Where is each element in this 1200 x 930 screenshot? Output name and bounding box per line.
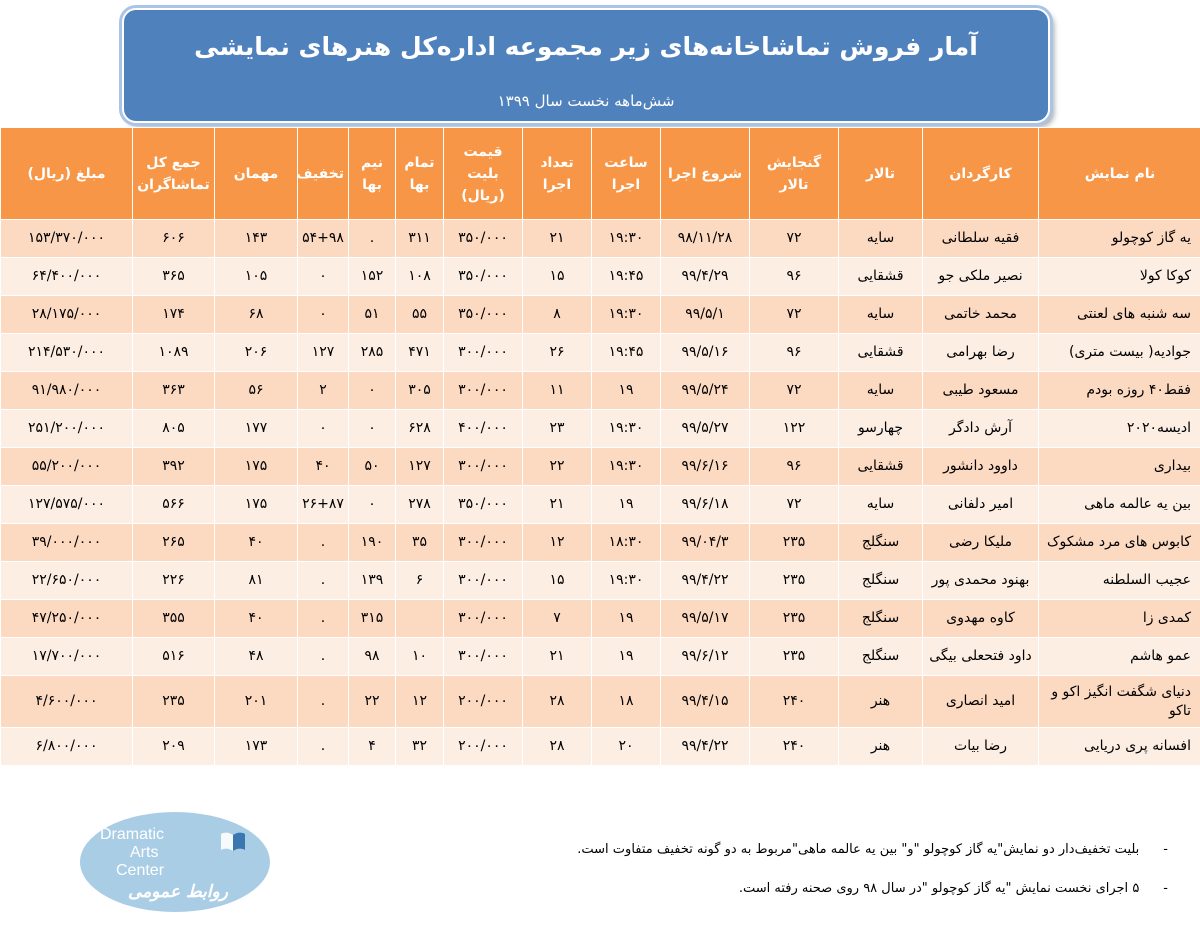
header-full-price: تمام بها <box>396 128 444 220</box>
table-row <box>1 676 1200 728</box>
cell-guest: ۴۸ <box>215 638 298 676</box>
logo-line-3: Center <box>116 862 165 879</box>
cell-full-price: ۶ <box>396 562 444 600</box>
cell-guest: ۱۷۵ <box>215 486 298 524</box>
cell-guest: ۱۷۷ <box>215 410 298 448</box>
cell-show-time: ۱۹ <box>592 486 661 524</box>
cell-half-price: ۱۵۲ <box>349 258 396 296</box>
cell-show-name: کمدی زا <box>1039 600 1200 638</box>
cell-show-time: ۱۹:۳۰ <box>592 220 661 258</box>
cell-show-time: ۱۹:۴۵ <box>592 258 661 296</box>
cell-director: ملیکا رضی <box>923 524 1039 562</box>
cell-hall: سنگلج <box>839 524 923 562</box>
cell-ticket-price: ۳۰۰/۰۰۰ <box>444 524 523 562</box>
cell-hall: سنگلج <box>839 600 923 638</box>
cell-discount: . <box>298 638 349 676</box>
cell-director: محمد خاتمی <box>923 296 1039 334</box>
cell-capacity: ۲۳۵ <box>750 524 839 562</box>
cell-half-price: ۲۸۵ <box>349 334 396 372</box>
cell-guest: ۱۷۵ <box>215 448 298 486</box>
book-icon <box>220 830 246 856</box>
cell-half-price: ۱۳۹ <box>349 562 396 600</box>
cell-half-price: ۰ <box>349 486 396 524</box>
cell-performances: ۱۵ <box>523 562 592 600</box>
cell-ticket-price: ۳۰۰/۰۰۰ <box>444 448 523 486</box>
cell-director: رضا بیات <box>923 728 1039 766</box>
cell-amount: ۲۲/۶۵۰/۰۰۰ <box>1 562 133 600</box>
cell-full-price: ۱۰ <box>396 638 444 676</box>
cell-capacity: ۹۶ <box>750 334 839 372</box>
header-capacity: گنجایش تالار <box>750 128 839 220</box>
header-director: کارگردان <box>923 128 1039 220</box>
logo-line-4: روابط عمومی <box>128 882 228 902</box>
table-row <box>1 524 1200 562</box>
cell-amount: ۴۷/۲۵۰/۰۰۰ <box>1 600 133 638</box>
cell-show-time: ۱۸:۳۰ <box>592 524 661 562</box>
cell-ticket-price: ۲۰۰/۰۰۰ <box>444 728 523 766</box>
cell-total-audience: ۵۶۶ <box>133 486 215 524</box>
cell-total-audience: ۶۰۶ <box>133 220 215 258</box>
cell-performances: ۱۱ <box>523 372 592 410</box>
cell-half-price: ۰ <box>349 410 396 448</box>
cell-ticket-price: ۳۰۰/۰۰۰ <box>444 334 523 372</box>
cell-ticket-price: ۳۵۰/۰۰۰ <box>444 486 523 524</box>
cell-capacity: ۲۳۵ <box>750 562 839 600</box>
logo-line-2: Arts <box>130 844 159 861</box>
cell-show-name: دنیای شگفت انگیز اکو و تاکو <box>1039 676 1200 728</box>
cell-ticket-price: ۳۵۰/۰۰۰ <box>444 258 523 296</box>
cell-performances: ۲۶ <box>523 334 592 372</box>
table-row <box>1 410 1200 448</box>
header-discount: تخفیف <box>298 128 349 220</box>
table-row <box>1 728 1200 766</box>
cell-director: آرش دادگر <box>923 410 1039 448</box>
table-row <box>1 334 1200 372</box>
cell-discount: ۰ <box>298 410 349 448</box>
cell-full-price: ۱۲ <box>396 676 444 728</box>
cell-show-name: ادیسه۲۰۲۰ <box>1039 410 1200 448</box>
table-row <box>1 448 1200 486</box>
cell-total-audience: ۱۰۸۹ <box>133 334 215 372</box>
cell-start-date: ۹۹/۵/۱۶ <box>661 334 750 372</box>
cell-hall: سایه <box>839 486 923 524</box>
header-start-date: شروع اجرا <box>661 128 750 220</box>
header-ticket-price: قیمت بلیت (ریال) <box>444 128 523 220</box>
cell-guest: ۸۱ <box>215 562 298 600</box>
cell-full-price: ۶۲۸ <box>396 410 444 448</box>
cell-discount: . <box>298 524 349 562</box>
logo-line-1: Dramatic <box>100 826 165 843</box>
header-show-name: نام نمایش <box>1039 128 1200 220</box>
cell-director: رضا بهرامی <box>923 334 1039 372</box>
cell-show-name: عمو هاشم <box>1039 638 1200 676</box>
cell-half-price: ۴ <box>349 728 396 766</box>
cell-hall: سایه <box>839 372 923 410</box>
cell-performances: ۲۸ <box>523 676 592 728</box>
cell-total-audience: ۸۰۵ <box>133 410 215 448</box>
cell-discount: . <box>298 562 349 600</box>
cell-amount: ۶/۸۰۰/۰۰۰ <box>1 728 133 766</box>
cell-full-price <box>396 600 444 638</box>
cell-director: بهنود محمدی پور <box>923 562 1039 600</box>
cell-full-price: ۱۲۷ <box>396 448 444 486</box>
cell-amount: ۲۸/۱۷۵/۰۰۰ <box>1 296 133 334</box>
cell-discount: . <box>298 676 349 728</box>
cell-half-price: ۱۹۰ <box>349 524 396 562</box>
table-header-row <box>1 128 1200 220</box>
cell-guest: ۲۰۱ <box>215 676 298 728</box>
cell-performances: ۲۳ <box>523 410 592 448</box>
cell-ticket-price: ۳۰۰/۰۰۰ <box>444 562 523 600</box>
cell-capacity: ۷۲ <box>750 296 839 334</box>
cell-hall: قشقایی <box>839 448 923 486</box>
cell-capacity: ۲۳۵ <box>750 638 839 676</box>
cell-discount: ۲۶+۸۷ <box>298 486 349 524</box>
cell-full-price: ۳۱۱ <box>396 220 444 258</box>
cell-full-price: ۵۵ <box>396 296 444 334</box>
cell-guest: ۴۰ <box>215 600 298 638</box>
cell-hall: قشقایی <box>839 334 923 372</box>
header-guest: مهمان <box>215 128 298 220</box>
cell-start-date: ۹۹/۴/۲۲ <box>661 728 750 766</box>
table-row <box>1 372 1200 410</box>
cell-show-time: ۱۹:۴۵ <box>592 334 661 372</box>
cell-amount: ۱۲۷/۵۷۵/۰۰۰ <box>1 486 133 524</box>
cell-guest: ۲۰۶ <box>215 334 298 372</box>
cell-show-name: کوکا کولا <box>1039 258 1200 296</box>
cell-half-price: ۵۱ <box>349 296 396 334</box>
cell-show-name: افسانه پری دریایی <box>1039 728 1200 766</box>
cell-full-price: ۳۰۵ <box>396 372 444 410</box>
cell-amount: ۴/۶۰۰/۰۰۰ <box>1 676 133 728</box>
cell-capacity: ۷۲ <box>750 372 839 410</box>
cell-performances: ۱۲ <box>523 524 592 562</box>
footnote-1-text: بلیت تخفیف‌دار دو نمایش"یه گاز کوچولو "و" بین یه عالمه ماهی"مربوط به دو گونه تخفیف متفاوت است. <box>577 842 1140 857</box>
header-total-audience: جمع کل تماشاگران <box>133 128 215 220</box>
cell-start-date: ۹۹/۶/۱۲ <box>661 638 750 676</box>
cell-discount: ۱۲۷ <box>298 334 349 372</box>
cell-hall: سنگلج <box>839 638 923 676</box>
cell-guest: ۵۶ <box>215 372 298 410</box>
cell-hall: هنر <box>839 676 923 728</box>
cell-total-audience: ۲۶۵ <box>133 524 215 562</box>
table-row <box>1 562 1200 600</box>
cell-performances: ۲۱ <box>523 486 592 524</box>
cell-start-date: ۹۹/۵/۲۷ <box>661 410 750 448</box>
cell-performances: ۸ <box>523 296 592 334</box>
cell-full-price: ۲۷۸ <box>396 486 444 524</box>
header-performances: تعداد اجرا <box>523 128 592 220</box>
header-amount: مبلغ (ریال) <box>1 128 133 220</box>
cell-full-price: ۱۰۸ <box>396 258 444 296</box>
cell-half-price: ۳۱۵ <box>349 600 396 638</box>
cell-capacity: ۲۳۵ <box>750 600 839 638</box>
cell-start-date: ۹۸/۱۱/۲۸ <box>661 220 750 258</box>
cell-show-time: ۱۸ <box>592 676 661 728</box>
cell-performances: ۲۱ <box>523 220 592 258</box>
cell-start-date: ۹۹/۶/۱۸ <box>661 486 750 524</box>
cell-show-time: ۱۹ <box>592 372 661 410</box>
cell-discount: ۵۴+۹۸ <box>298 220 349 258</box>
cell-hall: سایه <box>839 220 923 258</box>
cell-start-date: ۹۹/۵/۱۷ <box>661 600 750 638</box>
footnote-1-marker: - <box>1163 842 1168 857</box>
cell-show-time: ۱۹:۳۰ <box>592 410 661 448</box>
cell-capacity: ۷۲ <box>750 486 839 524</box>
cell-full-price: ۳۵ <box>396 524 444 562</box>
cell-show-time: ۱۹:۳۰ <box>592 448 661 486</box>
cell-total-audience: ۱۷۴ <box>133 296 215 334</box>
cell-capacity: ۲۴۰ <box>750 728 839 766</box>
cell-show-name: بین یه عالمه ماهی <box>1039 486 1200 524</box>
cell-show-time: ۱۹:۳۰ <box>592 562 661 600</box>
cell-show-time: ۲۰ <box>592 728 661 766</box>
table-row <box>1 220 1200 258</box>
cell-director: کاوه مهدوی <box>923 600 1039 638</box>
table-row <box>1 486 1200 524</box>
cell-hall: چهارسو <box>839 410 923 448</box>
cell-amount: ۲۵۱/۲۰۰/۰۰۰ <box>1 410 133 448</box>
title-banner <box>122 8 1050 123</box>
cell-half-price: ۰ <box>349 372 396 410</box>
cell-total-audience: ۲۲۶ <box>133 562 215 600</box>
cell-start-date: ۹۹/۴/۲۲ <box>661 562 750 600</box>
page-title: آمار فروش تماشاخانه‌های زیر مجموعه اداره‌کل هنرهای نمایشی <box>194 32 978 61</box>
cell-guest: ۱۰۵ <box>215 258 298 296</box>
cell-show-time: ۱۹ <box>592 600 661 638</box>
cell-guest: ۱۷۳ <box>215 728 298 766</box>
header-hall: تالار <box>839 128 923 220</box>
cell-amount: ۱۷/۷۰۰/۰۰۰ <box>1 638 133 676</box>
footnote-2 <box>739 881 1168 896</box>
footnote-2-text: ۵ اجرای نخست نمایش "یه گاز کوچولو "در سال ۹۸ روی صحنه رفته است. <box>738 881 1140 896</box>
cell-show-time: ۱۹:۳۰ <box>592 296 661 334</box>
cell-total-audience: ۲۳۵ <box>133 676 215 728</box>
cell-discount: ۰ <box>298 296 349 334</box>
cell-discount: . <box>298 600 349 638</box>
cell-director: امید انصاری <box>923 676 1039 728</box>
cell-total-audience: ۲۰۹ <box>133 728 215 766</box>
cell-amount: ۲۱۴/۵۳۰/۰۰۰ <box>1 334 133 372</box>
cell-full-price: ۳۲ <box>396 728 444 766</box>
cell-start-date: ۹۹/۵/۲۴ <box>661 372 750 410</box>
cell-capacity: ۱۲۲ <box>750 410 839 448</box>
cell-amount: ۱۵۳/۳۷۰/۰۰۰ <box>1 220 133 258</box>
cell-half-price: . <box>349 220 396 258</box>
cell-total-audience: ۳۵۵ <box>133 600 215 638</box>
cell-ticket-price: ۲۰۰/۰۰۰ <box>444 676 523 728</box>
cell-hall: قشقایی <box>839 258 923 296</box>
cell-guest: ۶۸ <box>215 296 298 334</box>
cell-ticket-price: ۳۰۰/۰۰۰ <box>444 600 523 638</box>
cell-discount: ۲ <box>298 372 349 410</box>
cell-show-name: سه شنبه های لعنتی <box>1039 296 1200 334</box>
table-row <box>1 258 1200 296</box>
cell-start-date: ۹۹/۶/۱۶ <box>661 448 750 486</box>
cell-show-name: فقط۴۰ روزه بودم <box>1039 372 1200 410</box>
cell-director: مسعود طیبی <box>923 372 1039 410</box>
cell-performances: ۱۵ <box>523 258 592 296</box>
cell-director: داوود دانشور <box>923 448 1039 486</box>
cell-total-audience: ۵۱۶ <box>133 638 215 676</box>
footnote-2-marker: - <box>1163 881 1168 896</box>
cell-show-name: کابوس های مرد مشکوک <box>1039 524 1200 562</box>
page-subtitle: شش‌ماهه نخست سال ۱۳۹۹ <box>497 92 675 110</box>
header-half-price: نیم بها <box>349 128 396 220</box>
table-row <box>1 600 1200 638</box>
cell-performances: ۲۸ <box>523 728 592 766</box>
cell-guest: ۱۴۳ <box>215 220 298 258</box>
cell-ticket-price: ۴۰۰/۰۰۰ <box>444 410 523 448</box>
cell-start-date: ۹۹/۵/۱ <box>661 296 750 334</box>
cell-half-price: ۵۰ <box>349 448 396 486</box>
cell-hall: سایه <box>839 296 923 334</box>
cell-director: فقیه سلطانی <box>923 220 1039 258</box>
cell-total-audience: ۳۹۲ <box>133 448 215 486</box>
cell-show-name: یه گاز کوچولو <box>1039 220 1200 258</box>
cell-show-name: بیداری <box>1039 448 1200 486</box>
cell-half-price: ۲۲ <box>349 676 396 728</box>
cell-discount: ۰ <box>298 258 349 296</box>
cell-hall: سنگلج <box>839 562 923 600</box>
cell-full-price: ۴۷۱ <box>396 334 444 372</box>
cell-director: امیر دلفانی <box>923 486 1039 524</box>
cell-total-audience: ۳۶۵ <box>133 258 215 296</box>
cell-ticket-price: ۳۵۰/۰۰۰ <box>444 220 523 258</box>
cell-half-price: ۹۸ <box>349 638 396 676</box>
table-row <box>1 296 1200 334</box>
cell-discount: ۴۰ <box>298 448 349 486</box>
cell-capacity: ۹۶ <box>750 258 839 296</box>
cell-capacity: ۹۶ <box>750 448 839 486</box>
cell-hall: هنر <box>839 728 923 766</box>
header-show-time: ساعت اجرا <box>592 128 661 220</box>
cell-performances: ۲۱ <box>523 638 592 676</box>
cell-amount: ۶۴/۴۰۰/۰۰۰ <box>1 258 133 296</box>
cell-amount: ۵۵/۲۰۰/۰۰۰ <box>1 448 133 486</box>
cell-start-date: ۹۹/۰۴/۳ <box>661 524 750 562</box>
cell-total-audience: ۳۶۳ <box>133 372 215 410</box>
footnote-1 <box>577 842 1168 857</box>
sales-table <box>0 127 1200 766</box>
cell-show-name: جوادیه( بیست متری) <box>1039 334 1200 372</box>
cell-amount: ۳۹/۰۰۰/۰۰۰ <box>1 524 133 562</box>
cell-show-time: ۱۹ <box>592 638 661 676</box>
cell-amount: ۹۱/۹۸۰/۰۰۰ <box>1 372 133 410</box>
cell-discount: . <box>298 728 349 766</box>
cell-performances: ۷ <box>523 600 592 638</box>
cell-capacity: ۲۴۰ <box>750 676 839 728</box>
cell-ticket-price: ۳۵۰/۰۰۰ <box>444 296 523 334</box>
cell-ticket-price: ۳۰۰/۰۰۰ <box>444 372 523 410</box>
cell-ticket-price: ۳۰۰/۰۰۰ <box>444 638 523 676</box>
dramatic-arts-center-logo <box>80 812 270 912</box>
cell-show-name: عجیب السلطنه <box>1039 562 1200 600</box>
cell-start-date: ۹۹/۴/۱۵ <box>661 676 750 728</box>
cell-start-date: ۹۹/۴/۲۹ <box>661 258 750 296</box>
table-row <box>1 638 1200 676</box>
cell-director: داود فتحعلی بیگی <box>923 638 1039 676</box>
cell-capacity: ۷۲ <box>750 220 839 258</box>
cell-performances: ۲۲ <box>523 448 592 486</box>
cell-guest: ۴۰ <box>215 524 298 562</box>
cell-director: نصیر ملکی جو <box>923 258 1039 296</box>
